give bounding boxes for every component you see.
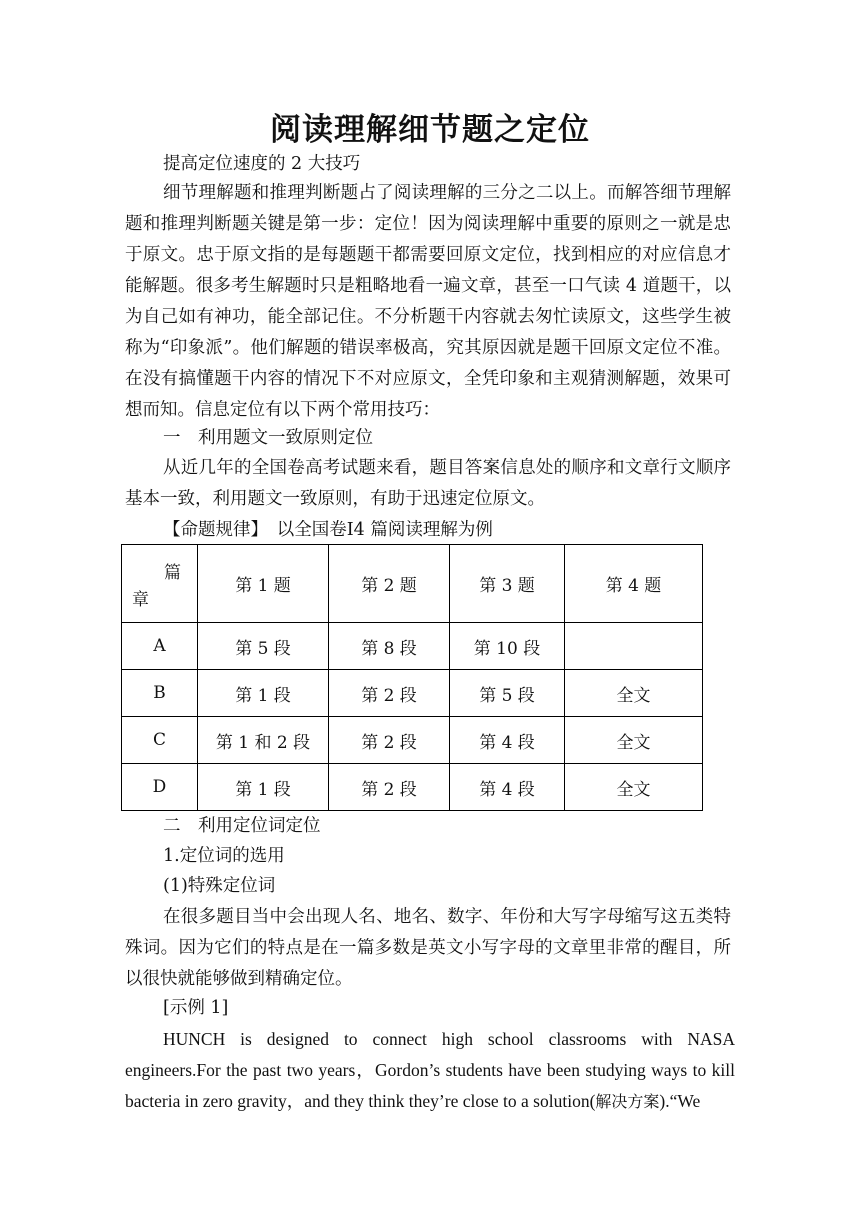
section2-heading: 二 利用定位词定位	[163, 816, 321, 836]
table-cell: 第 5 段	[450, 670, 565, 717]
table-cell: 第 4 段	[450, 717, 565, 764]
table-row	[122, 764, 703, 811]
row-label: D	[122, 764, 198, 811]
table-cell: 第 1 段	[198, 670, 329, 717]
section2-sub1: 1.定位词的选用	[163, 846, 285, 866]
table-cell: 第 2 段	[329, 670, 450, 717]
row-label: B	[122, 670, 198, 717]
table-header-row	[122, 545, 703, 623]
table-row	[122, 717, 703, 764]
row-label: C	[122, 717, 198, 764]
section2-sub2: (1)特殊定位词	[163, 876, 276, 896]
example-cn: 解决方案	[595, 1092, 660, 1111]
table-cell: 第 1 段	[198, 764, 329, 811]
table-cell: 第 2 段	[329, 717, 450, 764]
section1-text: 从近几年的全国卷高考试题来看，题目答案信息处的顺序和文章行文顺序基本一致，利用题文一致原则，有助于迅速定位原文。	[125, 458, 731, 509]
table-row	[122, 623, 703, 670]
corner-bottom-label: 章	[132, 590, 149, 610]
table-cell	[565, 623, 703, 670]
section2-text: 在很多题目当中会出现人名、地名、数字、年份和大写字母缩写这五类特殊词。因为它们的特点是在一篇多数是英文小写字母的文章里非常的醒目，所以很快就能够做到精确定位。	[125, 907, 731, 989]
table-cell: 第 5 段	[198, 623, 329, 670]
example-text-1: HUNCH is designed to connect high school classrooms with NASA engineers.For the past two years，Gordon’s students have been studying ways to kill bacteria in zero gravity，and they think they’re close to a solution(	[125, 1029, 735, 1111]
page-title: 阅读理解细节题之定位	[270, 112, 590, 148]
table-cell: 第 4 段	[450, 764, 565, 811]
row-label: A	[122, 623, 198, 670]
section1-heading: 一 利用题文一致原则定位	[163, 428, 373, 448]
subtitle: 提高定位速度的 2 大技巧	[163, 154, 361, 174]
section1-paragraph	[125, 453, 731, 515]
table-header-cell: 第 1 题	[198, 545, 329, 623]
rules-table	[121, 544, 703, 811]
intro-text: 细节理解题和推理判断题占了阅读理解的三分之二以上。而解答细节理解题和推理判断题关键是第一步：定位！因为阅读理解中重要的原则之一就是忠于原文。忠于原文指的是每题题干都需要回原文定位，找到相应的对应信息才能解题。很多考生解题时只是粗略地看一遍文章，甚至一口气读 4 道题干，以为自己如有神功，能全部记住。不分析题干内容就去匆忙读原文，这些学生被称为“印象派”。他们解题的错误率极高，究其原因就是题干回原文定位不准。在没有搞懂题干内容的情况下不对应原文，全凭印象和主观猜测解题，效果可想而知。信息定位有以下两个常用技巧：	[125, 183, 731, 420]
table-cell: 全文	[565, 717, 703, 764]
table-header-cell: 第 4 题	[565, 545, 703, 623]
table-row	[122, 670, 703, 717]
table-cell: 第 8 段	[329, 623, 450, 670]
table-cell: 全文	[565, 670, 703, 717]
rule-caption: 【命题规律】 以全国卷Ⅰ4 篇阅读理解为例	[163, 520, 493, 540]
table-cell: 第 10 段	[450, 623, 565, 670]
example-label: [示例 1]	[163, 998, 229, 1018]
table-corner-cell	[122, 545, 198, 623]
corner-top-label: 篇	[164, 563, 181, 583]
table-header-cell: 第 3 题	[450, 545, 565, 623]
table-header-cell: 第 2 题	[329, 545, 450, 623]
table-cell: 全文	[565, 764, 703, 811]
table-cell: 第 1 和 2 段	[198, 717, 329, 764]
intro-paragraph	[125, 178, 731, 426]
table-cell: 第 2 段	[329, 764, 450, 811]
section2-paragraph	[125, 902, 731, 995]
example-text-2: ).“We	[659, 1091, 701, 1111]
example-paragraph	[125, 1024, 735, 1117]
